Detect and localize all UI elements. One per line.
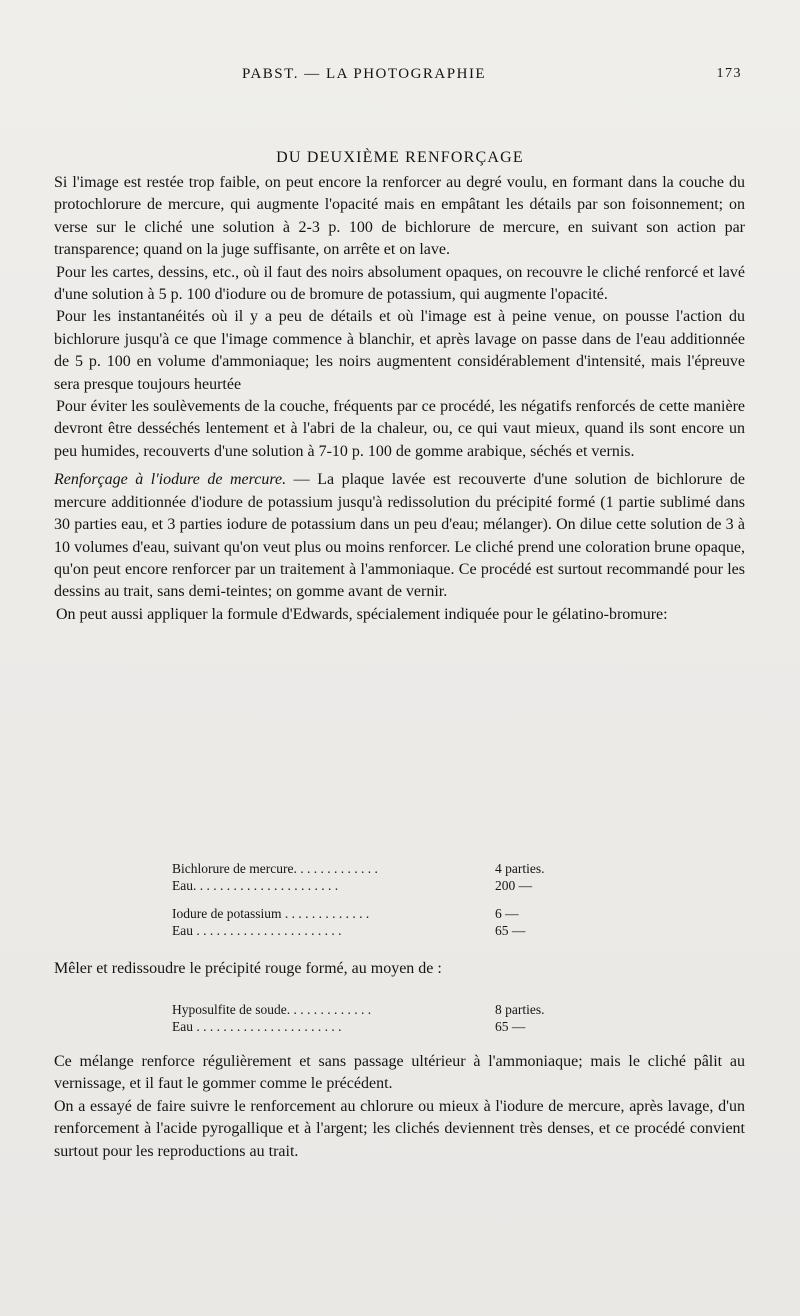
body-text-middle	[54, 958, 745, 980]
ingredient-name: Bichlorure de mercure. . . . . . . . . . . . .	[172, 861, 378, 876]
paragraph-7: Mêler et redissoudre le précipité rouge formé, au moyen de :	[54, 960, 442, 977]
section-title: DU DEUXIÈME RENFORÇAGE	[276, 149, 524, 166]
paragraph-9: On a essayé de faire suivre le renforcement au chlorure ou mieux à l'iodure de mercure, après lavage, d'un renforcement à l'acide pyrogallique et à l'argent; les clichés deviennent très denses, et ce procédé convient surtout pour les reproductions au trait.	[54, 1097, 745, 1160]
recipe-row	[172, 922, 582, 939]
ingredient-name: Iodure de potassium . . . . . . . . . . . . .	[172, 906, 370, 921]
recipe-row	[172, 1018, 582, 1035]
paragraph-5-italic-heading: Renforçage à l'iodure de mercure.	[54, 471, 287, 489]
recipe-redissolve	[172, 1001, 582, 1035]
recipe-row	[172, 860, 582, 877]
recipe-row	[172, 1001, 582, 1018]
ingredient-name: Eau. . . . . . . . . . . . . . . . . . . . . .	[172, 878, 339, 893]
recipe-edwards-part-1	[172, 860, 582, 894]
paragraph-4: Pour éviter les soulèvements de la couche, fréquents par ce procédé, les négatifs renforcés de cette manière devront être desséchés lentement et à l'abri de la chaleur, ou, ce qui vaut mieux, quand ils sont encore un peu humides, recouverts d'une solution à 7-10 p. 100 de gomme arabique, séchés et vernis.	[54, 398, 745, 460]
ingredient-name: Hyposulfite de soude. . . . . . . . . . . . .	[172, 1002, 372, 1017]
paragraph-8: Ce mélange renforce régulièrement et sans passage ultérieur à l'ammoniaque; mais le cliché pâlit au vernissage, et il faut le gommer comme le précédent.	[54, 1053, 745, 1093]
ingredient-name: Eau . . . . . . . . . . . . . . . . . . . . . .	[172, 923, 342, 938]
paragraph-3: Pour les instantanéités où il y a peu de détails et où l'image est à peine venue, on pousse l'action du bichlorure jusqu'à ce que l'image commence à blanchir, et après lavage on passe dans de l'eau additionnée de 5 p. 100 en volume d'ammoniaque; les noirs augmentent considérablement d'intensité, mais l'épreuve sera presque toujours heurtée	[54, 308, 745, 393]
recipe-edwards-part-2	[172, 905, 582, 939]
body-text-lower	[54, 1051, 745, 1163]
paragraph-2: Pour les cartes, dessins, etc., où il faut des noirs absolument opaques, on recouvre le cliché renforcé et lavé d'une solution à 5 p. 100 d'iodure ou de bromure de potassium, qui augmente l'opacité.	[54, 263, 745, 304]
ingredient-qty: 65 —	[495, 1019, 526, 1034]
running-title: PABST. — LA PHOTOGRAPHIE	[242, 66, 487, 82]
ingredient-name: Eau . . . . . . . . . . . . . . . . . . . . . .	[172, 1019, 342, 1034]
recipe-row	[172, 905, 582, 922]
running-head	[52, 66, 742, 86]
paragraph-5-text: — La plaque lavée est recouverte d'une solution de bichlorure de mercure additionnée d'iodure de potassium jusqu'à redissolution du précipité formé (1 partie sublimé dans 30 parties eau, et 3 parties iodure de potassium dans un peu d'eau; mélanger). On dilue cette solution de 3 à 10 volumes d'eau, suivant qu'on veut plus ou moins renforcer. Le cliché prend une coloration brune opaque, qu'on peut encore renforcer par un traitement à l'ammoniaque. Ce procédé est surtout recommandé pour les dessins au trait, sans demi-teintes; on gomme avant de vernir.	[54, 471, 745, 601]
ingredient-qty: 200 —	[495, 878, 533, 893]
recipe-row	[172, 877, 582, 894]
paragraph-1: Si l'image est restée trop faible, on peut encore la renforcer au degré voulu, en formant dans la couche du protochlorure de mercure, qui augmente l'opacité mais en empâtant les détails par son foisonnement; on verse sur le cliché une solution à 2-3 p. 100 de bichlorure de mercure, en suivant son action par transparence; quand on la juge suffisante, on arrête et on lave.	[54, 174, 745, 259]
body-text-upper	[54, 172, 745, 626]
page-number: 173	[716, 66, 742, 81]
paragraph-6: On peut aussi appliquer la formule d'Edwards, spécialement indiquée pour le gélatino-bromure:	[56, 605, 668, 623]
ingredient-qty: 65 —	[495, 923, 526, 938]
ingredient-qty: 8 parties.	[495, 1002, 545, 1017]
ingredient-qty: 4 parties.	[495, 861, 545, 876]
paragraph-5	[54, 469, 745, 603]
ingredient-qty: 6 —	[495, 906, 519, 921]
